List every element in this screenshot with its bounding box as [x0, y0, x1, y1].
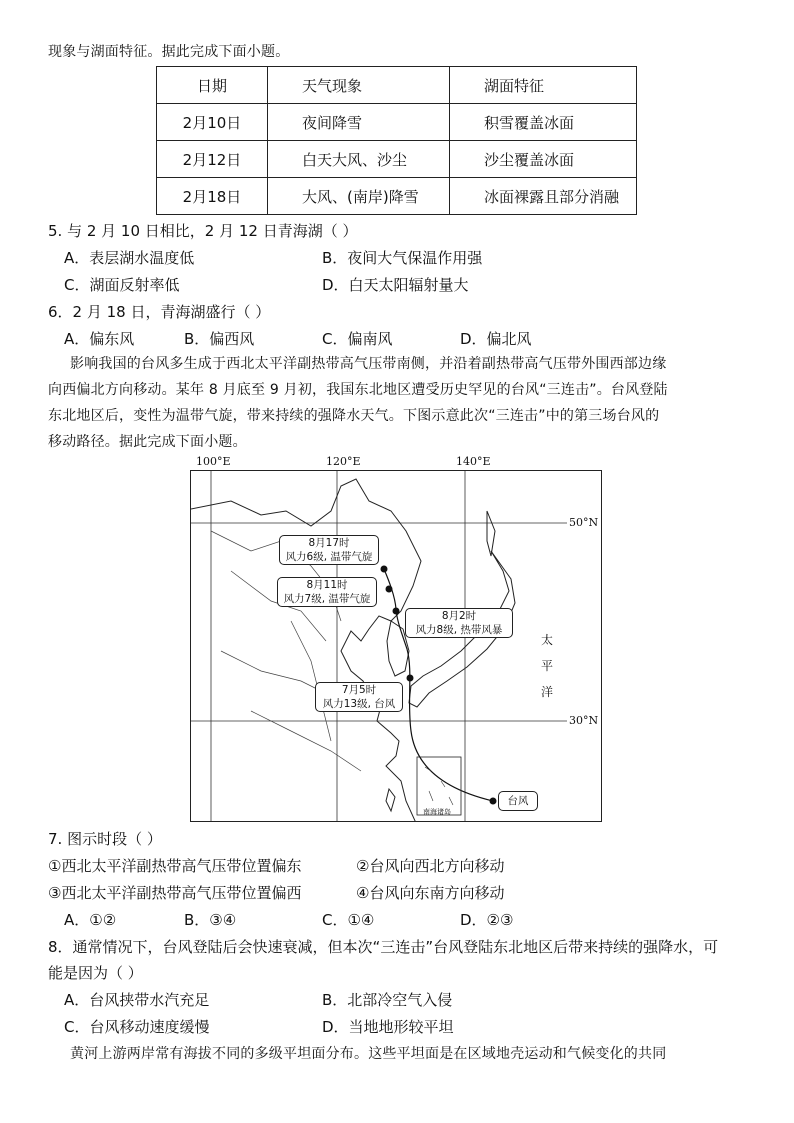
track-desc: 风力13级, 台风 — [322, 698, 396, 710]
q6-option-b: B．偏西风 — [184, 330, 255, 348]
lon-label: 120°E — [326, 455, 361, 468]
typhoon-label: 台风 — [498, 791, 538, 811]
lat-label: 30°N — [569, 714, 599, 727]
q6-option-d: D．偏北风 — [460, 330, 532, 348]
table-cell: 大风、(南岸)降雪 — [268, 178, 450, 215]
question-5-stem: 5. 与 2 月 10 日相比，2 月 12 日青海湖（ ） — [48, 222, 358, 240]
ocean-label: 平 — [541, 659, 554, 673]
passage-line: 东北地区后，变性为温带气旋，带来持续的强降水天气。下图示意此次“三连击”中的第三场台风的 — [48, 408, 660, 424]
table-header: 天气现象 — [268, 67, 450, 104]
weather-table — [156, 66, 637, 215]
table-cell: 夜间降雪 — [268, 104, 450, 141]
lon-label: 100°E — [196, 455, 231, 468]
q5-option-c: C．湖面反射率低 — [64, 276, 180, 294]
track-desc: 风力6级, 温带气旋 — [285, 551, 373, 563]
table-row — [157, 104, 637, 141]
passage-line: 向西偏北方向移动。某年 8 月底至 9 月初，我国东北地区遭受历史罕见的台风“三连击”。台风登陆 — [48, 382, 668, 398]
q7-option-b: B．③④ — [184, 911, 237, 929]
table-cell: 2月10日 — [157, 104, 268, 141]
inset-caption: 南海诸岛 — [423, 808, 451, 816]
q7-option-c: C．①④ — [322, 911, 375, 929]
table-row — [157, 178, 637, 215]
passage-line: 移动路径。据此完成下面小题。 — [48, 434, 247, 450]
question-6-stem: 6．2 月 18 日，青海湖盛行（ ） — [48, 303, 271, 321]
track-time: 8月17时 — [308, 537, 350, 549]
q6-option-a: A．偏东风 — [64, 330, 135, 348]
passage-3-line: 黄河上游两岸常有海拔不同的多级平坦面分布。这些平坦面是在区域地壳运动和气候变化的共同 — [70, 1046, 667, 1062]
lon-label: 140°E — [456, 455, 491, 468]
passage-line: 影响我国的台风多生成于西北太平洋副热带高气压带南侧，并沿着副热带高气压带外围西部边缘 — [70, 356, 667, 372]
q7-option-d: D．②③ — [460, 911, 514, 929]
question-7-stem: 7. 图示时段（ ） — [48, 830, 162, 848]
track-label-8-17 — [279, 535, 379, 565]
table-header: 日期 — [157, 67, 268, 104]
table-cell: 冰面裸露且部分消融 — [450, 178, 637, 215]
track-point-start — [490, 798, 497, 805]
q8-option-c: C．台风移动速度缓慢 — [64, 1018, 210, 1036]
province-borders — [211, 531, 361, 771]
q7-statement-2: ②台风向西北方向移动 — [356, 857, 505, 875]
table-cell: 积雪覆盖冰面 — [450, 104, 637, 141]
table-header: 湖面特征 — [450, 67, 637, 104]
question-8-stem-cont: 能是因为（ ） — [48, 964, 143, 982]
track-label-7-5 — [315, 682, 403, 712]
sakhalin-island — [487, 511, 495, 556]
track-label-8-2 — [405, 608, 513, 638]
q8-option-a: A．台风挟带水汽充足 — [64, 991, 210, 1009]
track-point-8-11 — [386, 586, 393, 593]
table-header-row — [157, 67, 637, 104]
typhoon-path-map — [190, 470, 602, 822]
q7-option-a: A．①② — [64, 911, 117, 929]
track-desc: 风力8级, 热带风暴 — [415, 624, 503, 636]
ocean-label: 洋 — [541, 685, 554, 699]
lat-label: 50°N — [569, 516, 599, 529]
table-row — [157, 141, 637, 178]
ocean-label: 太 — [541, 633, 554, 647]
track-point-8-2 — [393, 608, 400, 615]
q8-option-d: D．当地地形较平坦 — [322, 1018, 454, 1036]
inset-islands — [425, 767, 453, 805]
table-cell: 2月12日 — [157, 141, 268, 178]
question-8-stem: 8．通常情况下，台风登陆后会快速衰减，但本次“三连击”台风登陆东北地区后带来持续的强降水，可 — [48, 938, 719, 956]
intro-text: 现象与湖面特征。据此完成下面小题。 — [48, 44, 290, 60]
q7-statement-4: ④台风向东南方向移动 — [356, 884, 505, 902]
track-time: 8月11时 — [306, 579, 348, 591]
table-cell: 白天大风、沙尘 — [268, 141, 450, 178]
track-desc: 风力7级, 温带气旋 — [283, 593, 371, 605]
track-point-7-5 — [407, 675, 414, 682]
q7-statement-3: ③西北太平洋副热带高气压带位置偏西 — [48, 884, 302, 902]
table-cell: 2月18日 — [157, 178, 268, 215]
q5-option-d: D．白天太阳辐射量大 — [322, 276, 469, 294]
q5-option-b: B．夜间大气保温作用强 — [322, 249, 483, 267]
track-time: 8月2时 — [441, 610, 477, 622]
track-point-8-17 — [381, 566, 388, 573]
track-label-8-11 — [277, 577, 377, 607]
taiwan-island — [386, 789, 395, 811]
q7-statement-1: ①西北太平洋副热带高气压带位置偏东 — [48, 857, 302, 875]
table-cell: 沙尘覆盖冰面 — [450, 141, 637, 178]
q8-option-b: B．北部冷空气入侵 — [322, 991, 453, 1009]
track-time: 7月5时 — [341, 684, 377, 696]
q5-option-a: A．表层湖水温度低 — [64, 249, 195, 267]
q6-option-c: C．偏南风 — [322, 330, 393, 348]
